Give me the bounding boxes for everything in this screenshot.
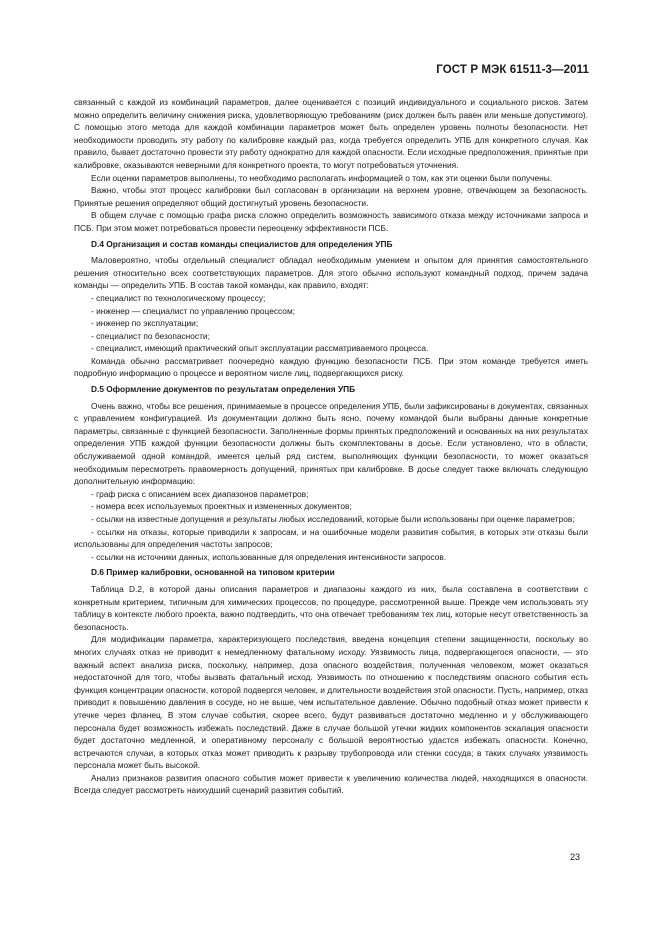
body-paragraph: связанный с каждой из комбинаций параметров, далее оценивается с позиций индивидуального и социального рисков. Затем можно определить величину снижения риска, удовлетворяющую требованиям (риск должен быть равен или меньше допустимого). С помощью этого метода для каждой комбинации параметров может быть определен уровень полноты безопасности. Нет необходимости проводить эту работу по калибровке каждый раз, когда требуется определить УПБ для конкретного случая. Как правило, бывает достаточно провести эту работу однократно для каждой опасности. Если исходные предположения, принятые при калибровке, оказываются неверными для конкретного проекта, то могут потребоваться уточнения. xyxy=(74,97,588,170)
document-body xyxy=(74,96,588,797)
list-item: - специалист, имеющий практический опыт эксплуатации рассматриваемого процесса. xyxy=(91,343,429,354)
body-paragraph: Для модификации параметра, характеризующего последствия, введена концепция степени защищенности, поскольку во многих случаях отказ не приводит к немедленному фатальному исходу. Уязвимость лица, подвергающегося опасности, — это важный аспект анализа риска, поскольку, например, доза опасного воздействия, полученная человеком, может оказаться недостаточной для того, чтобы вызвать фатальный исход. Уязвимость по отношению к последствиям опасного события есть функция концентрации опасности, которой подвергся человек, и длительности воздействия этой опасности. Пусть, например, отказ приводит к повышению давления в сосуде, но не выше, чем испытательное давление. Обычно подобный отказ может привести к утечке через фланец. В этом случае события, скорее всего, будут развиваться достаточно медленно и у обслуживающего персонала будет возможность избежать последствий. Даже в случае большой утечки жидких компонентов эскалация опасности будет достаточно медленной, и оперативному персоналу с большой вероятностью удастся избежать опасности. Конечно, встречаются случаи, в которых отказ может приводить к разрыву трубопровода или стенки сосуда; в таких случаях уязвимость персонала может быть высокой. xyxy=(74,634,588,771)
body-paragraph: Таблица D.2, в которой даны описания параметров и диапазоны каждого из них, была составлена в соответствии с конкретным критерием, типичным для химических процессов, по процедуре, рассмотренной выше. Прежде чем использовать эту таблицу в контексте любого проекта, важно подтвердить, что она отвечает требованиям тех лиц, которые несут ответственность за безопасность. xyxy=(74,583,588,632)
body-paragraph: Анализ признаков развития опасного события может привести к увеличению количества людей, находящихся в опасности. Всегда следует рассмотреть наихудший сценарий развития событий. xyxy=(74,772,588,796)
body-paragraph: Команда обычно рассматривает поочередно каждую функцию безопасности ПСБ. При этом команде требуется иметь подробную информацию о процессе и вероятном числе лиц, подвергающихся риску. xyxy=(74,355,588,379)
list-item: - специалист по безопасности; xyxy=(91,330,210,341)
list-item: - ссылки на источники данных, использованные для определения интенсивности запросов. xyxy=(91,551,447,562)
section-heading: D.6 Пример калибровки, основанной на типовом критерии xyxy=(91,567,335,578)
section-heading: D.5 Оформление документов по результатам определения УПБ xyxy=(91,384,356,395)
body-paragraph: Если оценки параметров выполнены, то необходимо располагать информацией о том, как эти оценки были получены. xyxy=(91,172,553,183)
body-paragraph: Важно, чтобы этот процесс калибровки был согласован в организации на верхнем уровне, отвечающем за безопасность. Принятые решения определяют общий достигнутый уровень безопасности. xyxy=(74,185,588,208)
bullet-list xyxy=(74,488,588,564)
list-item: - граф риска с описанием всех диапазонов параметров; xyxy=(91,488,309,499)
section-heading: D.4 Организация и состав команды специалистов для определения УПБ xyxy=(91,238,393,249)
list-item: - ссылки на известные допущения и результаты любых исследований, которые были использованы при оценке параметров; xyxy=(91,514,575,524)
body-paragraph: Очень важно, чтобы все решения, принимаемые в процессе определения УПБ, были зафиксированы в документах, связанных с управлением конфигурацией. Из документации должно быть ясно, почему командой были выбраны данные конкретные параметры, связанные с функцией безопасности. Заполненные формы принятых предположений и основанных на них результатах определения УПБ каждой функции безопасности должны быть скомплектованы в досье. Если установлено, что в области, обслуживаемой одной командой, имеется целый ряд систем, выполняющих функции безопасности, то может оказаться необходимым пересмотреть правомерность допущений, принятых при калибровке. В досье следует также включать следующую дополнительную информацию: xyxy=(74,400,588,487)
document-header: ГОСТ Р МЭК 61511-3—2011 xyxy=(436,64,589,76)
body-paragraph: Маловероятно, чтобы отдельный специалист обладал необходимым умением и опытом для принятия самостоятельного решения относительно всех соответствующих параметров. Для этого обычно используют командный подход, причем задача команды — определить УПБ. В состав такой команды, как правило, входят: xyxy=(74,255,588,291)
list-item: - инженер — специалист по управлению процессом; xyxy=(91,305,296,316)
list-item: - ссылки на отказы, которые приводили к запросам, и на ошибочные модели развития события, в которых эти отказы были использованы для определения частоты запросов; xyxy=(74,526,588,550)
bullet-list xyxy=(74,292,588,355)
body-paragraph: В общем случае с помощью графа риска сложно определить возможность зависимого отказа между источниками запроса и ПСБ. При этом может потребоваться провести переоценку эффективности ПСБ. xyxy=(74,210,588,233)
list-item: - инженер по эксплуатации; xyxy=(91,318,199,329)
page-number: 23 xyxy=(570,852,581,862)
list-item: - специалист по технологическому процессу; xyxy=(91,292,266,303)
list-item: - номера всех используемых проектных и измененных документов; xyxy=(91,501,352,512)
